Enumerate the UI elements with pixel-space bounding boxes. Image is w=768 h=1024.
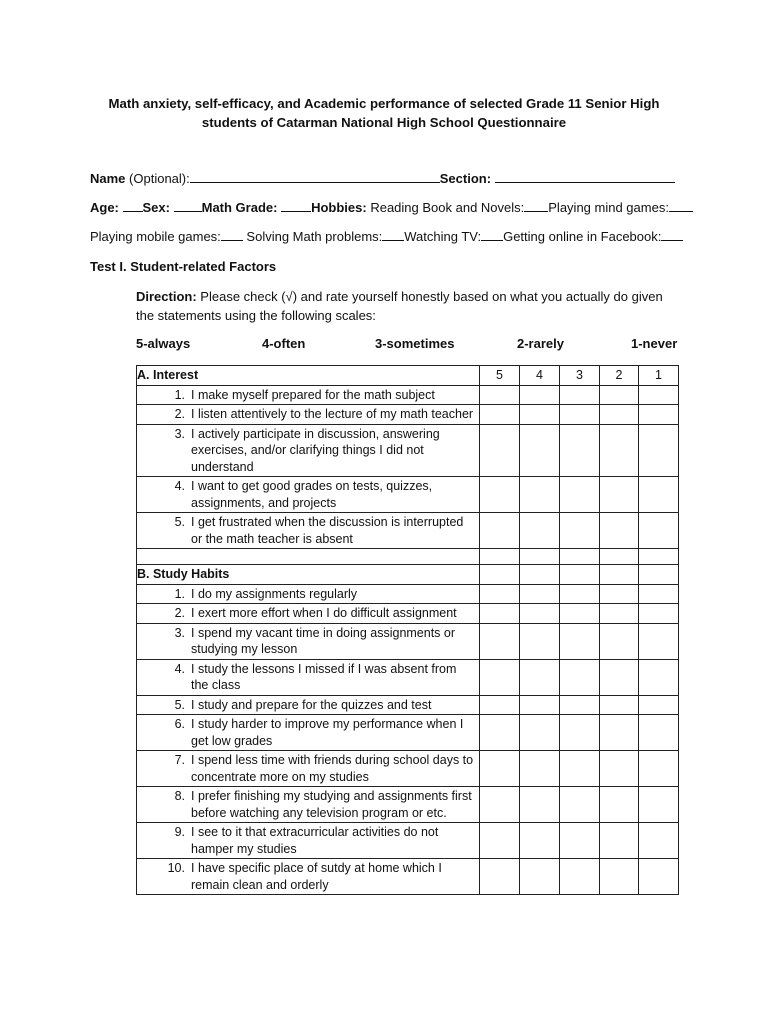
statement-cell (137, 623, 480, 659)
sex-field[interactable] (174, 200, 202, 212)
item-number: 5. (174, 697, 185, 712)
rating-cell-1[interactable] (639, 424, 679, 477)
rating-cell-2[interactable] (600, 751, 639, 787)
statement-cell (137, 604, 480, 624)
section-heading: B. Study Habits (137, 565, 480, 585)
item-statement: I study harder to improve my performance when I get low grades (191, 717, 464, 748)
rating-cell-1[interactable] (639, 604, 679, 624)
rating-cell-4[interactable] (520, 385, 560, 405)
rating-cell-3[interactable] (560, 477, 600, 513)
item-statement: I have specific place of sutdy at home which I remain clean and orderly (191, 861, 442, 892)
sex-label: Sex: (142, 200, 170, 215)
direction-text: Please check (√) and rate yourself honestly based on what you actually do given the statements using the following scales: (136, 289, 663, 323)
rating-cell-4[interactable] (520, 623, 560, 659)
section-field[interactable] (495, 171, 675, 183)
table-row (137, 385, 679, 405)
section-header-row (137, 565, 679, 585)
table-row (137, 405, 679, 425)
spacer-row (137, 549, 679, 565)
item-statement: I study the lessons I missed if I was absent from the class (191, 661, 457, 692)
statement-cell (137, 584, 480, 604)
section-label: Section: (439, 171, 492, 186)
hobby-facebook-field[interactable] (661, 229, 683, 241)
questionnaire-table (136, 365, 679, 895)
item-statement: I exert more effort when I do difficult assignment (191, 606, 457, 620)
rating-cell-2[interactable] (600, 405, 639, 425)
item-number: 9. (174, 825, 185, 839)
rating-header-2: 2 (600, 366, 639, 386)
scale-rarely: 2-rarely (517, 336, 564, 351)
statement-cell (137, 424, 480, 477)
item-number: 6. (174, 717, 185, 731)
statement-cell (137, 751, 480, 787)
rating-cell-5[interactable] (480, 787, 520, 823)
rating-cell-4[interactable] (520, 751, 560, 787)
rating-header-3: 3 (560, 366, 600, 386)
rating-cell-2[interactable] (600, 513, 639, 549)
item-statement: I study and prepare for the quizzes and test (191, 697, 432, 712)
statement-cell (137, 477, 480, 513)
rating-cell-5[interactable] (480, 513, 520, 549)
section-header-row (137, 366, 679, 386)
scale-never: 1-never (631, 336, 678, 351)
hobby-tv-label: Watching TV: (404, 229, 482, 244)
rating-cell-1[interactable] (639, 385, 679, 405)
item-statement: I want to get good grades on tests, quizzes, assignments, and projects (191, 479, 433, 510)
item-number: 8. (174, 789, 185, 803)
item-statement: I see to it that extracurricular activities do not hamper my studies (191, 825, 439, 856)
rating-cell-3[interactable] (560, 823, 600, 859)
empty-cell (480, 549, 520, 565)
item-statement: I do my assignments regularly (191, 586, 358, 601)
table-row (137, 787, 679, 823)
statement-cell (137, 385, 480, 405)
scale-often: 4-often (262, 336, 306, 351)
rating-cell-3[interactable] (560, 584, 600, 604)
document-title (100, 94, 668, 132)
rating-cell-2[interactable] (600, 859, 639, 895)
item-number: 3. (174, 426, 185, 441)
name-label: Name (90, 171, 126, 186)
rating-cell-4[interactable] (520, 513, 560, 549)
title-line-2: students of Catarman National High School Questionnaire (201, 115, 567, 130)
rating-header-4: 4 (520, 366, 560, 386)
item-statement: I spend less time with friends during school days to concentrate more on my studies (191, 753, 474, 784)
table-row (137, 424, 679, 477)
rating-cell-2[interactable] (600, 659, 639, 695)
rating-cell-4[interactable] (520, 565, 560, 585)
rating-cell-1[interactable] (639, 565, 679, 585)
rating-cell-4[interactable] (520, 715, 560, 751)
rating-cell-2[interactable] (600, 477, 639, 513)
statement-cell (137, 659, 480, 695)
section-heading: A. Interest (137, 366, 480, 386)
rating-cell-4[interactable] (520, 477, 560, 513)
rating-cell-3[interactable] (560, 623, 600, 659)
test-heading: Test I. Student-related Factors (90, 259, 277, 274)
empty-cell (520, 549, 560, 565)
table-row (137, 604, 679, 624)
item-number: 10. (167, 861, 185, 875)
rating-cell-3[interactable] (560, 859, 600, 895)
item-statement: I prefer finishing my studying and assignments first before watching any television program or etc. (191, 789, 472, 820)
rating-cell-4[interactable] (520, 695, 560, 715)
hobbies-label: Hobbies: (311, 200, 367, 215)
rating-cell-2[interactable] (600, 787, 639, 823)
direction-block (136, 287, 681, 325)
hobby-tv-field[interactable] (481, 229, 503, 241)
rating-cell-5[interactable] (480, 659, 520, 695)
rating-cell-1[interactable] (639, 695, 679, 715)
rating-header-1: 1 (639, 366, 679, 386)
empty-cell (639, 549, 679, 565)
item-statement: I get frustrated when the discussion is interrupted or the math teacher is absent (191, 515, 464, 546)
item-number: 5. (174, 515, 185, 529)
rating-cell-5[interactable] (480, 584, 520, 604)
hobby-facebook-label: Getting online in Facebook: (503, 229, 662, 244)
table-row (137, 859, 679, 895)
statement-cell (137, 787, 480, 823)
rating-cell-3[interactable] (560, 565, 600, 585)
rating-cell-5[interactable] (480, 751, 520, 787)
rating-cell-1[interactable] (639, 513, 679, 549)
table-row (137, 477, 679, 513)
rating-cell-2[interactable] (600, 584, 639, 604)
table-row (137, 823, 679, 859)
item-number: 4. (174, 479, 185, 493)
name-section-line (90, 171, 675, 186)
rating-cell-3[interactable] (560, 659, 600, 695)
item-number: 1. (174, 387, 185, 402)
statement-cell (137, 859, 480, 895)
item-statement: I actively participate in discussion, answering exercises, and/or clarifying things I did not understand (191, 426, 440, 474)
hobby-mobile-label: Playing mobile games: (90, 229, 221, 244)
statement-cell (137, 823, 480, 859)
hobby-reading-field[interactable] (524, 200, 548, 212)
rating-cell-3[interactable] (560, 604, 600, 624)
rating-cell-2[interactable] (600, 385, 639, 405)
rating-cell-3[interactable] (560, 513, 600, 549)
item-number: 4. (174, 661, 185, 676)
table-row (137, 695, 679, 715)
name-optional-label: (Optional): (129, 171, 190, 186)
statement-cell (137, 513, 480, 549)
direction-label: Direction: (136, 289, 197, 304)
rating-cell-3[interactable] (560, 751, 600, 787)
rating-cell-2[interactable] (600, 623, 639, 659)
scale-always: 5-always (136, 336, 191, 351)
hobby-math-label: Solving Math problems: (246, 229, 383, 244)
empty-cell (560, 549, 600, 565)
rating-cell-1[interactable] (639, 823, 679, 859)
rating-cell-2[interactable] (600, 604, 639, 624)
hobby-mind-games-label: Playing mind games: (548, 200, 669, 215)
rating-cell-4[interactable] (520, 424, 560, 477)
rating-cell-2[interactable] (600, 565, 639, 585)
rating-cell-1[interactable] (639, 623, 679, 659)
rating-cell-5[interactable] (480, 623, 520, 659)
rating-cell-3[interactable] (560, 715, 600, 751)
rating-cell-2[interactable] (600, 823, 639, 859)
rating-cell-5[interactable] (480, 604, 520, 624)
rating-cell-5[interactable] (480, 424, 520, 477)
table-row (137, 623, 679, 659)
rating-cell-5[interactable] (480, 715, 520, 751)
age-field[interactable] (123, 200, 143, 212)
rating-header-5: 5 (480, 366, 520, 386)
rating-cell-2[interactable] (600, 424, 639, 477)
table-row (137, 751, 679, 787)
rating-cell-1[interactable] (639, 477, 679, 513)
rating-cell-2[interactable] (600, 695, 639, 715)
rating-cell-4[interactable] (520, 659, 560, 695)
statement-cell (137, 695, 480, 715)
hobby-mind-games-field[interactable] (669, 200, 693, 212)
item-statement: I make myself prepared for the math subject (191, 387, 435, 402)
title-line-1: Math anxiety, self-efficacy, and Academic performance of selected Grade 11 Senior High (108, 96, 660, 111)
rating-cell-2[interactable] (600, 715, 639, 751)
rating-cell-1[interactable] (639, 659, 679, 695)
rating-cell-1[interactable] (639, 584, 679, 604)
rating-cell-5[interactable] (480, 385, 520, 405)
hobby-math-field[interactable] (382, 229, 404, 241)
rating-cell-3[interactable] (560, 787, 600, 823)
item-number: 1. (174, 586, 185, 601)
item-number: 7. (174, 753, 185, 767)
item-number: 3. (174, 625, 185, 640)
rating-cell-3[interactable] (560, 695, 600, 715)
table-row (137, 584, 679, 604)
item-number: 2. (174, 606, 185, 620)
statement-cell (137, 715, 480, 751)
hobby-reading-label: Reading Book and Novels: (370, 200, 525, 215)
rating-cell-1[interactable] (639, 787, 679, 823)
rating-cell-3[interactable] (560, 385, 600, 405)
table-row (137, 513, 679, 549)
rating-cell-4[interactable] (520, 859, 560, 895)
rating-cell-4[interactable] (520, 823, 560, 859)
item-statement: I listen attentively to the lecture of my math teacher (191, 407, 474, 421)
rating-cell-1[interactable] (639, 715, 679, 751)
empty-cell (137, 549, 480, 565)
statement-cell (137, 405, 480, 425)
rating-cell-5[interactable] (480, 695, 520, 715)
rating-cell-4[interactable] (520, 604, 560, 624)
hobby-mobile-field[interactable] (221, 229, 243, 241)
age-label: Age: (90, 200, 119, 215)
rating-cell-3[interactable] (560, 405, 600, 425)
rating-cell-5[interactable] (480, 823, 520, 859)
rating-cell-4[interactable] (520, 584, 560, 604)
scale-sometimes: 3-sometimes (375, 336, 455, 351)
hobbies-line (90, 229, 683, 244)
table-row (137, 659, 679, 695)
rating-cell-1[interactable] (639, 405, 679, 425)
rating-cell-5[interactable] (480, 565, 520, 585)
item-statement: I spend my vacant time in doing assignments or studying my lesson (191, 625, 456, 656)
item-number: 2. (174, 407, 185, 421)
empty-cell (600, 549, 639, 565)
math-grade-label: Math Grade: (201, 200, 278, 215)
rating-cell-1[interactable] (639, 859, 679, 895)
rating-cell-3[interactable] (560, 424, 600, 477)
name-field[interactable] (190, 171, 440, 183)
rating-cell-1[interactable] (639, 751, 679, 787)
rating-cell-5[interactable] (480, 477, 520, 513)
table-row (137, 715, 679, 751)
math-grade-field[interactable] (281, 200, 311, 212)
rating-cell-5[interactable] (480, 405, 520, 425)
rating-cell-5[interactable] (480, 859, 520, 895)
age-sex-line (90, 200, 693, 215)
rating-cell-4[interactable] (520, 405, 560, 425)
rating-cell-4[interactable] (520, 787, 560, 823)
